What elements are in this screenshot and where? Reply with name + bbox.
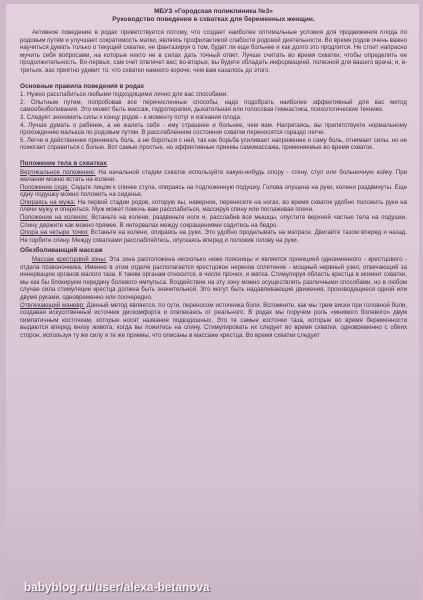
- rules-heading: Основные правила поведения в родах: [20, 82, 145, 90]
- document-header: [20, 8, 407, 24]
- position-text: На первой стадии родов, которую вы, наверное, перенесете на ногах, во время схваток удобно положить руки на плечи мужу и опереться. Муж может помочь вам расслабиться, массируя спину или поглаживая плечи.: [20, 198, 407, 214]
- position-item: [20, 229, 407, 244]
- rule-item: 1. Нужно расслабиться любыми подходящими лично для вас способами.: [20, 91, 228, 99]
- position-name: Вертикальное положение:: [20, 168, 96, 176]
- rule-item: 3. Следует экономить силы к концу родов - к моменту потуг и изгнания плода.: [20, 113, 242, 121]
- position-text: Встаньте на колени, опираясь на руки. Это удобно проделывать на матрасе. Двигайте тазом вперед и назад. Не горбите спину. Между схватками расслабляйтесь, опускаясь вперед и положив голову на руки.: [20, 229, 407, 244]
- massage-item: [20, 302, 407, 340]
- massage-name: Отвлекающий маневр:: [20, 301, 85, 309]
- rule-item: 5. Легче и действеннее принимать боль, а не бороться с ней, так как борьба усиливает напряжение и саму боль, отнимает силы, но не помогает справиться с болью. Вот самые простые, но эффективные приемы самомассажа, применяемые во время схваток.: [20, 136, 407, 152]
- position-item: [20, 169, 407, 184]
- position-text: Встаньте на колени, раздвиньте ноги и, расслабив все мышцы, опустите верхней частью тела на подушки. Спину держите как можно прямее. В интервалах между сокращениями садитесь на бедро.: [20, 214, 408, 229]
- massage-text: Эта зона расположена несколько ниже поясницы и является проекцией одноименного - крестцового - отдела позвоночника. Именно в этом отделе располагается крестцовое нервное сплетение - мощный нервный узел, отвечающий за иннервацию органов малого таза. К таким органам относится, в числе прочих, и матка. Стимулируя область крестца в момент схватки, мы как бы блокируем передачу болевого импульса. Воздействие на эту зону можно осуществлять различными способами, но в любом случае сила стимуляции крестца должна быть значительной. Это могут быть надавливающие движения, производящиеся одной или двумя руками, одновременно или поочередно.: [20, 256, 407, 301]
- massage-name: Массаж крестцовой зоны:: [32, 256, 107, 264]
- massage-heading: Обезболивающий массаж: [20, 247, 103, 255]
- rule-item: 2. Опытным путем, попробовав все перечисленные способы, надо подобрать наиболее эффективный для вас метод самообезболивания. Это может быть массаж, гидротерапия, дыхательная или голосовая гимнастика, психологические техники.: [20, 98, 407, 114]
- positions-heading: Положение тела в схватках: [20, 159, 107, 167]
- rule-item: 4. Лучше думать о ребенке, а не жалеть себя - ему страшнее и больнее, чем вам. Напрягаясь, вы препятствуете нормальному прохождению малыша по родовым путям. В расслабленном состоянии схватки переносятся гораздо легче.: [20, 121, 407, 137]
- position-item: [20, 184, 407, 199]
- massage-item: [20, 256, 407, 302]
- position-item: [20, 214, 407, 229]
- org-name: МБУЗ «Городская поликлиника №3»: [154, 8, 273, 15]
- site-watermark: babyblog.ru/user/alexa-betanova: [24, 582, 210, 594]
- document-title: Руководство поведения в схватках для беременных женщин.: [112, 16, 315, 23]
- position-item: [20, 199, 407, 214]
- position-text: Сядьте лицом к спинке стула, опираясь на подложенную подушку. Голова опущена на руки, колени раздвинуты. Еще одну подушку можно положить на сиденье.: [20, 183, 407, 199]
- massage-text: Данный метод является, по сути, переносом источника боли. Вспомните, как мы трем виски при головной боли, создавая искусственный источник дискомфорта и отвлекаясь от реального. В родах мы поручим роль «мнимого болевого» двум симпатичным косточкам, которые носят название подвздошных. Это те самые косточки таза, которые во время беременности выдаются вперед внизу живота, когда вы ложитесь на спину. Стимулировать их следует во время схватки, одновременно с обеих сторон, используя ту же силу и те же приемы, что описаны в массаже крестца. Во время схватки следует: [20, 301, 408, 339]
- document-page: [6, 4, 419, 600]
- position-name: Положение сидя:: [20, 183, 70, 191]
- intro-paragraph: Активное поведение в родах приветствуется потому, что создает наиболее оптимальные условия для продвижения плода по родовым путям и улучшает сократимость матки, являясь профилактикой слабости родовой деятельности. Во время родов очень важно научиться думать только о текущей схватке, не фантазируя о том, будет ли еще больнее и как долго это продлится. Не стоит напрасно мучить себя вопросами, на которые никто не в силах дать точный ответ. Лучше считать во время схватки, чтобы определить ее продолжительность. Во-первых, сам счет отвлечет вас; во-вторых, вы будете обладать информацией, полезной для вашего врача; и, в-третьих, вас приятно удивит то, что схватки намного короче, чем вам казалось до этого.: [20, 29, 407, 74]
- position-text: На начальной стадии схваток используйте какую-нибудь опору - стену, стул или больничную койку. При желании можно встать на колени.: [20, 168, 407, 184]
- position-name: Положение на коленях:: [20, 214, 89, 222]
- position-name: Опора на четыре точки:: [20, 229, 89, 237]
- position-name: Опираясь на мужа:: [20, 198, 76, 206]
